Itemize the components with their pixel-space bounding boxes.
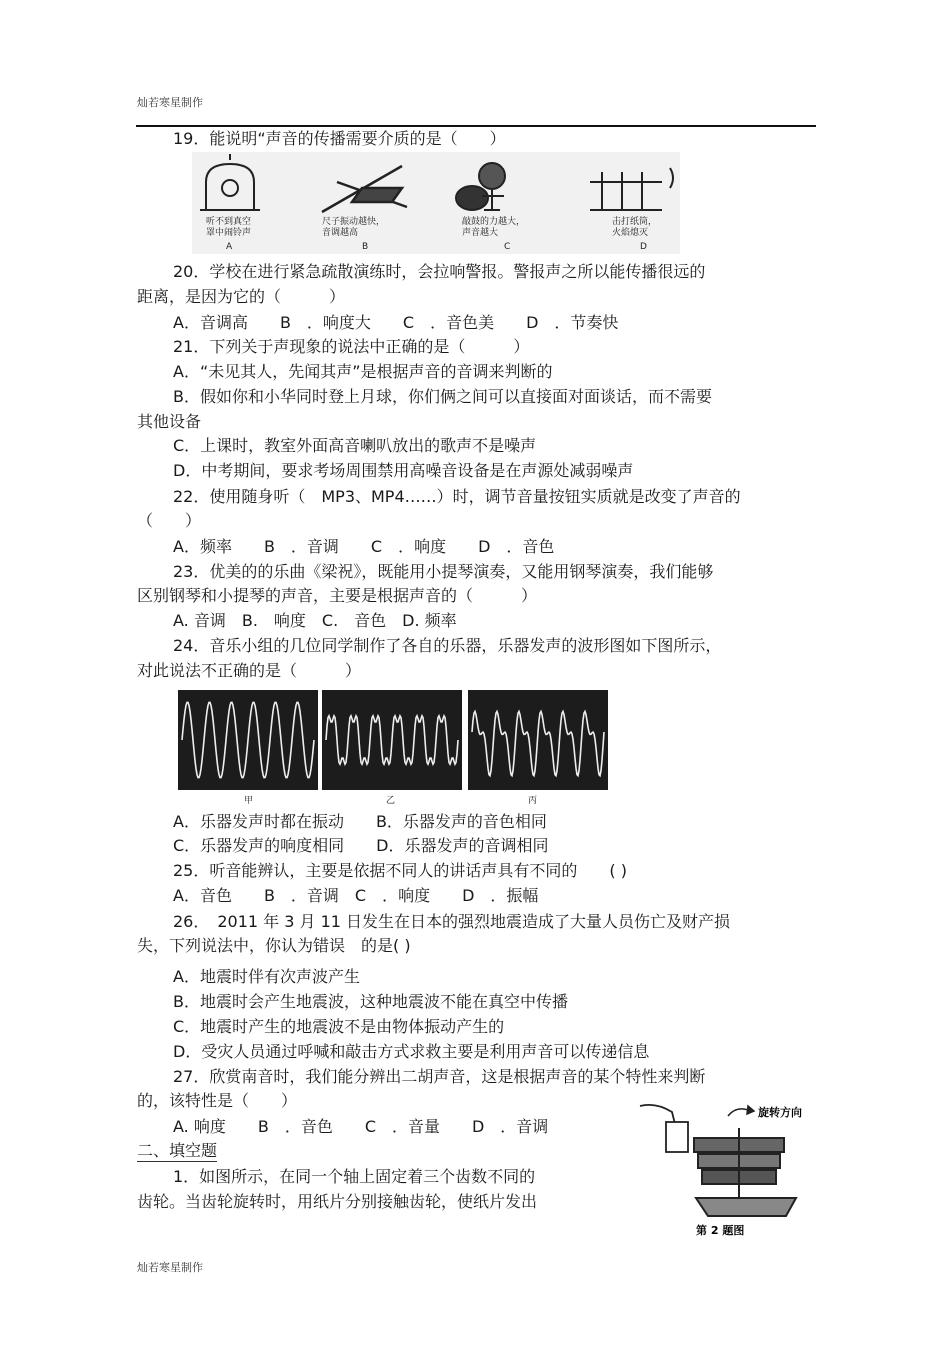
fill-q1-stem-2: 齿轮。当齿轮旋转时，用纸片分别接触齿轮，使纸片发出	[137, 1192, 538, 1211]
q22-stem-1: 22．使用随身听（ MP3、MP4……）时，调节音量按钮实质就是改变了声音的	[173, 487, 741, 506]
q26-option-a: A．地震时伴有次声波产生	[173, 967, 360, 986]
letter-b: B	[362, 242, 369, 252]
q26-option-c: C．地震时产生的地震波不是由物体振动产生的	[173, 1017, 505, 1036]
q21-option-b-1: B．假如你和小华同时登上月球，你们俩之间可以直接面对面谈话，而不需要	[173, 387, 712, 406]
q20-stem-1: 20．学校在进行紧急疏散演练时，会拉响警报。警报声之所以能传播很远的	[173, 262, 706, 281]
waveform-label-jia: 甲	[244, 796, 254, 806]
caption-a-1: 听不到真空	[206, 217, 252, 227]
q20-options: A．音调高 B ．响度大 C ．音色美 D ．节奏快	[173, 313, 619, 332]
gear-figure-caption: 第 2 题图	[696, 1224, 745, 1237]
caption-c-2: 声音越大	[462, 228, 499, 238]
caption-a-2: 罩中闹铃声	[206, 228, 252, 238]
letter-c: C	[504, 242, 511, 252]
q21-option-d: D．中考期间，要求考场周围禁用高噪音设备是在声源处减弱噪声	[173, 461, 634, 480]
q24-waveform-figure	[178, 690, 610, 808]
waveform-label-bing: 丙	[528, 796, 538, 806]
fill-q1-stem-1: 1．如图所示，在同一个轴上固定着三个齿数不同的	[173, 1167, 536, 1186]
q21-option-b-2: 其他设备	[137, 412, 202, 431]
gear-icon	[694, 1128, 796, 1216]
rotation-arrow-icon	[728, 1106, 754, 1116]
q21-option-c: C．上课时，教室外面高音喇叭放出的歌声不是噪声	[173, 436, 537, 455]
q19-stem: 19．能说明“声音的传播需要介质的是（ ）	[173, 129, 506, 148]
q26-stem-1: 26． 2011 年 3 月 11 日发生在日本的强烈地震造成了大量人员伤亡及财产损	[173, 912, 731, 931]
caption-b-2: 音调越高	[322, 228, 359, 238]
hand-icon	[640, 1105, 688, 1152]
q23-stem-1: 23．优美的的乐曲《梁祝》，既能用小提琴演奏，又能用钢琴演奏，我们能够	[173, 562, 714, 581]
section-fill-in-title: 二、填空题	[137, 1141, 218, 1160]
q24-stem-2: 对此说法不正确的是（ ）	[137, 661, 362, 680]
q27-stem-2: 的，该特性是（ ）	[137, 1091, 298, 1110]
q23-options: A. 音调 B. 响度 C. 音色 D. 频率	[173, 611, 457, 630]
q26-option-b: B．地震时会产生地震波，这种地震波不能在真空中传播	[173, 992, 568, 1011]
page-footer: 灿若寒星制作	[137, 1261, 203, 1274]
q21-option-a: A．“未见其人，先闻其声”是根据声音的音调来判断的	[173, 362, 553, 381]
q20-stem-2: 距离，是因为它的（ ）	[137, 287, 346, 306]
waveform-label-yi: 乙	[386, 796, 396, 806]
header-rule	[136, 125, 816, 127]
q27-stem-1: 27．欣赏南音时，我们能分辨出二胡声音，这是根据声音的某个特性来判断	[173, 1067, 706, 1086]
q26-stem-2: 失，下列说法中，你认为错误 的是( )	[137, 936, 411, 955]
letter-d: D	[640, 242, 647, 252]
rotation-label: 旋转方向	[758, 1106, 802, 1119]
q21-stem: 21．下列关于声现象的说法中正确的是（ ）	[173, 337, 530, 356]
caption-d-1: 击打纸筒，	[612, 217, 658, 227]
q25-options: A．音色 B ．音调 C ．响度 D ．振幅	[173, 886, 539, 905]
gear-figure	[636, 1098, 814, 1238]
caption-d-2: 火焰熄灭	[612, 228, 649, 238]
q24-options-1: A．乐器发声时都在振动 B．乐器发声的音色相同	[173, 812, 547, 831]
q22-stem-2: （ ）	[137, 511, 202, 530]
q19-figure	[192, 152, 680, 254]
q22-options: A．频率 B ．音调 C ．响度 D ．音色	[173, 537, 555, 556]
caption-b-1: 尺子振动越快，	[322, 217, 386, 227]
q25-stem: 25．听音能辨认，主要是依据不同人的讲话声具有不同的 ( )	[173, 861, 627, 880]
letter-a: A	[226, 242, 233, 252]
caption-c-1: 敲鼓的力越大，	[462, 217, 526, 227]
page-header: 灿若寒星制作	[137, 96, 203, 109]
q23-stem-2: 区别钢琴和小提琴的声音，主要是根据声音的（ ）	[137, 586, 538, 605]
q24-stem-1: 24．音乐小组的几位同学制作了各自的乐器，乐器发声的波形图如下图所示，	[173, 636, 722, 655]
q26-option-d: D．受灾人员通过呼喊和敲击方式求救主要是利用声音可以传递信息	[173, 1042, 650, 1061]
q27-options: A. 响度 B ．音色 C ．音量 D ．音调	[173, 1117, 549, 1136]
q24-options-2: C．乐器发声的响度相同 D．乐器发声的音调相同	[173, 836, 549, 855]
